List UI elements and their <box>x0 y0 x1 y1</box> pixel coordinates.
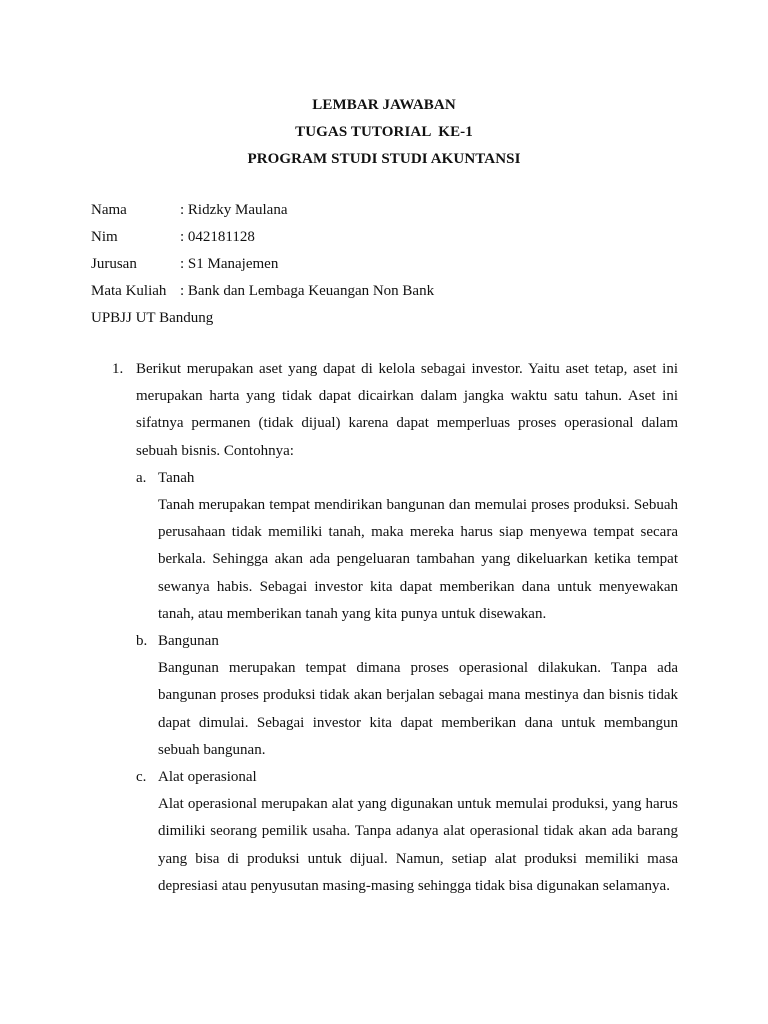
sub-item-text: Tanah merupakan tempat mendirikan bangunan dan memulai proses produksi. Sebuah perusahaan tidak memiliki tanah, maka mereka harus siap menyewa tempat secara berkala. Sehingga akan ada pengeluaran tambahan yang dikeluarkan ketika tempat sewanya habis. Sebagai investor kita dapat memberikan dana untuk menyewakan tanah, atau memberikan tanah yang kita punya untuk disewakan. <box>158 497 678 622</box>
header-title-answer-sheet: LEMBAR JAWABAN <box>312 97 456 113</box>
sub-item-mark: a. <box>136 469 147 486</box>
sub-item-title: Alat operasional <box>158 769 257 786</box>
sub-item-text: Bangunan merupakan tempat dimana proses operasional dilakukan. Tanpa ada bangunan proses produksi tidak akan berjalan sebagai mana mestinya dan bisnis tidak dapat dimulai. Sebagai investor kita dapat memberikan dana untuk membangun sebuah bangunan. <box>158 660 678 758</box>
sub-item-text: Alat operasional merupakan alat yang digunakan untuk memulai produksi, yang harus dimiliki seorang pemilik usaha. Tanpa adanya alat operasional tidak akan ada barang yang bisa di produksi untuk dijual. Namun, setiap alat produksi memiliki masa depresiasi atau penyusutan masing-masing sehingga tidak bisa digunakan selamanya. <box>158 796 678 894</box>
info-label: Jurusan <box>91 256 137 272</box>
sub-item-mark: b. <box>136 633 148 650</box>
sub-item-title: Bangunan <box>158 633 219 650</box>
info-value: : 042181128 <box>180 229 255 245</box>
answer-body <box>136 356 678 900</box>
answer-number: 1. <box>112 361 124 377</box>
answer-list <box>112 356 678 900</box>
info-row-nim <box>91 224 691 251</box>
sub-item-land <box>136 465 678 628</box>
info-value: : S1 Manajemen <box>180 256 279 272</box>
sub-item-body <box>158 465 678 628</box>
sub-item-mark: c. <box>136 769 147 786</box>
answer-item <box>112 356 678 900</box>
info-row-major <box>91 251 691 278</box>
info-label: Nim <box>91 229 118 245</box>
info-row-course <box>91 278 691 305</box>
info-label: Mata Kuliah <box>91 283 167 299</box>
sub-item-title: Tanah <box>158 469 195 486</box>
student-info <box>91 197 691 332</box>
header-title-program: PROGRAM STUDI STUDI AKUNTANSI <box>247 151 521 167</box>
sub-item-body <box>158 764 678 900</box>
document-header <box>0 92 768 173</box>
sub-item-building <box>136 628 678 764</box>
info-row-name <box>91 197 691 224</box>
info-value: : Bank dan Lembaga Keuangan Non Bank <box>180 283 435 299</box>
info-value: : Ridzky Maulana <box>180 202 288 218</box>
info-row-upbjj <box>91 305 691 332</box>
info-label: Nama <box>91 202 127 218</box>
sub-item-equipment <box>136 764 678 900</box>
sub-item-body <box>158 628 678 764</box>
answer-intro: Berikut merupakan aset yang dapat di kelola sebagai investor. Yaitu aset tetap, aset ini merupakan harta yang tidak dapat dicairkan dalam jangka waktu satu tahun. Aset ini sifatnya permanen (tidak dijual) karena dapat memperluas proses operasional dalam sebuah bisnis. Contohnya: <box>136 361 678 459</box>
header-title-tutorial: TUGAS TUTORIAL KE-1 <box>295 124 473 140</box>
info-upbjj: UPBJJ UT Bandung <box>91 310 214 326</box>
